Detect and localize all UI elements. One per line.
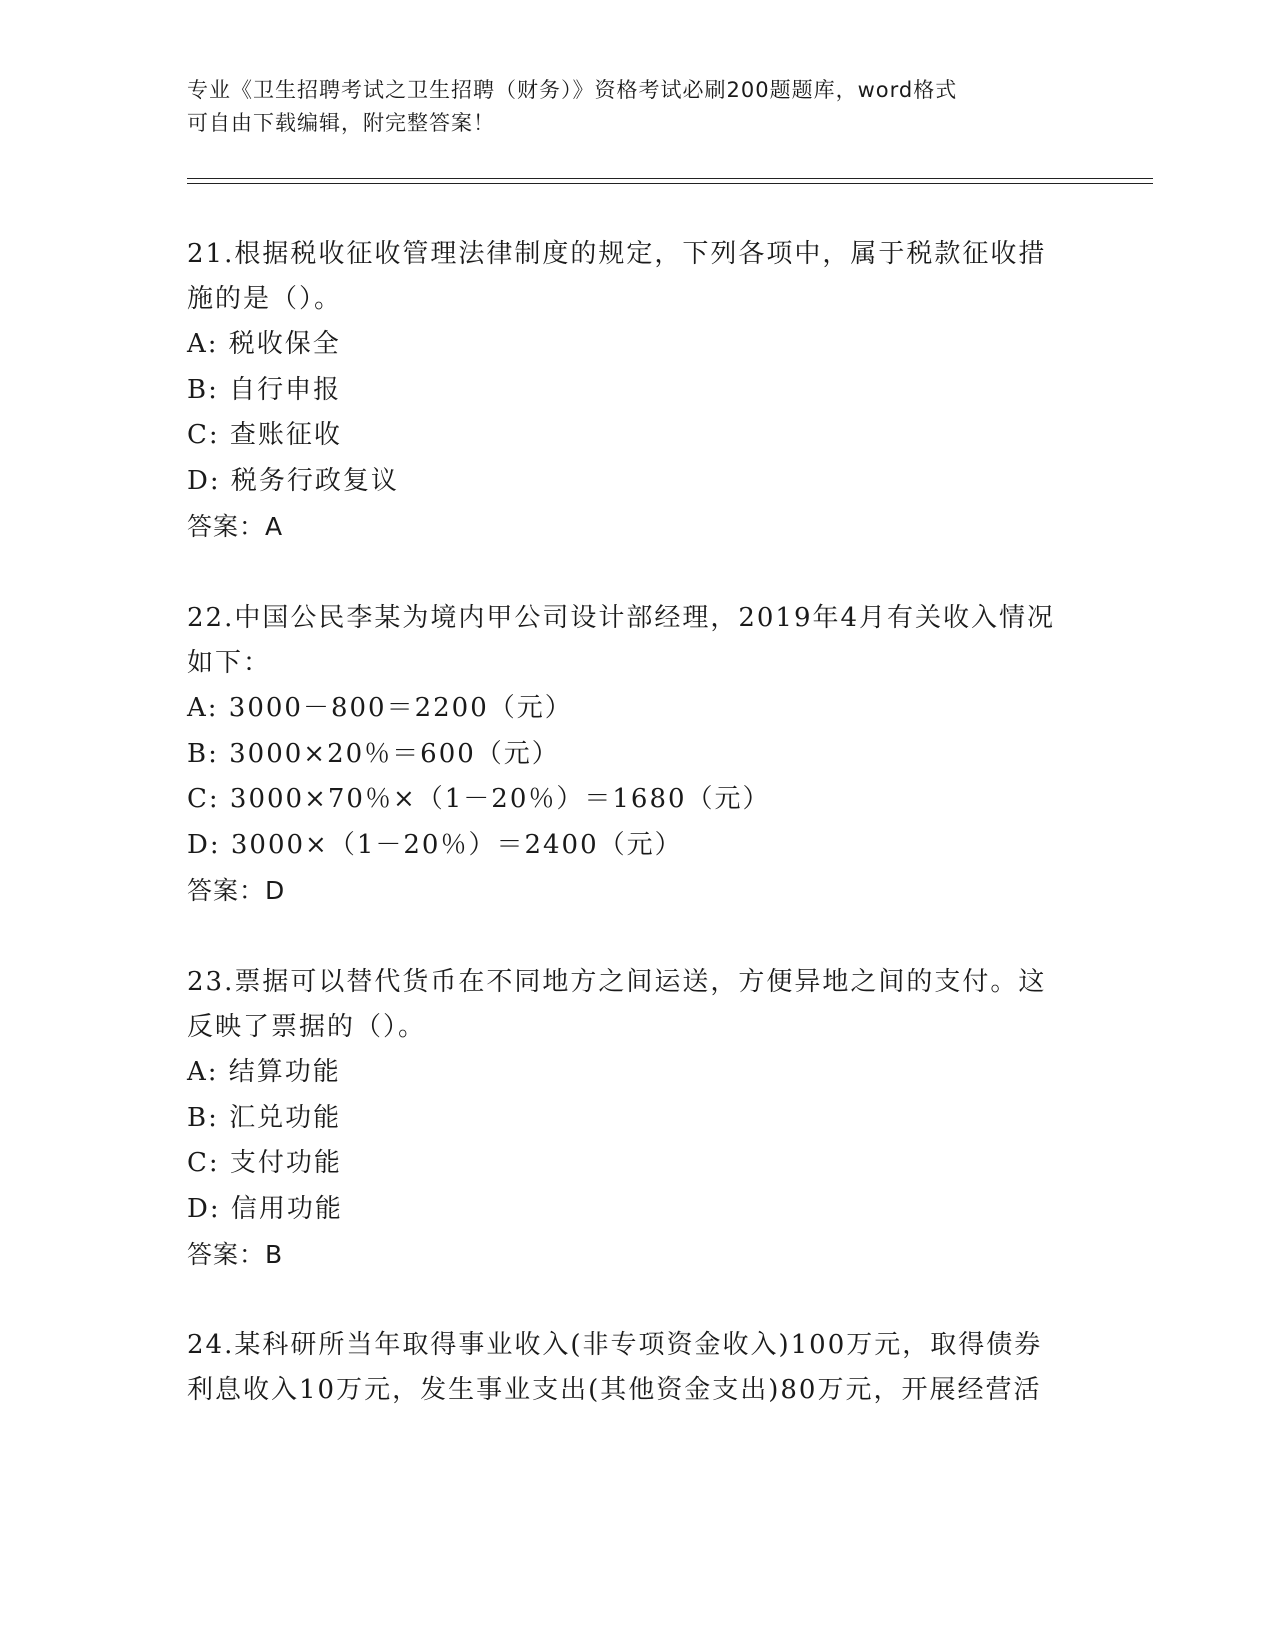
option-a: A: 税收保全	[187, 329, 341, 359]
header-line-1: 专业《卫生招聘考试之卫生招聘（财务）》资格考试必刷200题题库，word格式	[187, 78, 958, 102]
stem-line: 如下：	[187, 648, 272, 678]
option-c: C: 支付功能	[187, 1148, 342, 1178]
option-b: B: 3000×20％＝600（元）	[187, 738, 560, 769]
question-stem	[187, 1323, 1087, 1413]
option-c: C: 3000×70％×（1－20％）＝1680（元）	[187, 784, 771, 814]
header-divider-top	[187, 178, 1153, 179]
option-d: D: 信用功能	[187, 1193, 343, 1224]
stem-line: 22.中国公民李某为境内甲公司设计部经理，2019年4月有关收入情况	[187, 603, 1056, 633]
header-divider-bottom	[187, 183, 1153, 184]
answer-line: 答案：B	[187, 1240, 284, 1269]
question-stem	[187, 596, 1087, 686]
question-23	[187, 960, 1087, 1277]
option-d: D: 税务行政复议	[187, 465, 399, 496]
question-stem	[187, 960, 1087, 1050]
stem-line: 反映了票据的（）。	[187, 1012, 427, 1042]
answer-line: 答案：A	[187, 512, 284, 541]
option-b: B: 自行申报	[187, 374, 342, 405]
stem-line: 利息收入10万元，发生事业支出(其他资金支出)80万元，开展经营活	[187, 1375, 1042, 1405]
answer-line: 答案：D	[187, 876, 286, 905]
stem-line: 21.根据税收征收管理法律制度的规定，下列各项中，属于税款征收措	[187, 239, 1047, 269]
option-c: C: 查账征收	[187, 420, 342, 450]
question-24	[187, 1323, 1087, 1413]
option-b: B: 汇兑功能	[187, 1102, 342, 1133]
stem-line: 24.某科研所当年取得事业收入(非专项资金收入)100万元，取得债券	[187, 1330, 1043, 1360]
document-header	[187, 74, 1087, 140]
option-d: D: 3000×（1－20％）＝2400（元）	[187, 829, 683, 860]
option-a: A: 结算功能	[187, 1057, 341, 1087]
question-stem	[187, 232, 1087, 322]
question-22	[187, 596, 1087, 913]
stem-line: 施的是（）。	[187, 284, 343, 314]
question-21	[187, 232, 1087, 549]
stem-line: 23.票据可以替代货币在不同地方之间运送，方便异地之间的支付。这	[187, 967, 1047, 997]
header-line-2: 可自由下载编辑，附完整答案！	[187, 111, 495, 135]
option-a: A: 3000－800＝2200（元）	[187, 693, 573, 723]
